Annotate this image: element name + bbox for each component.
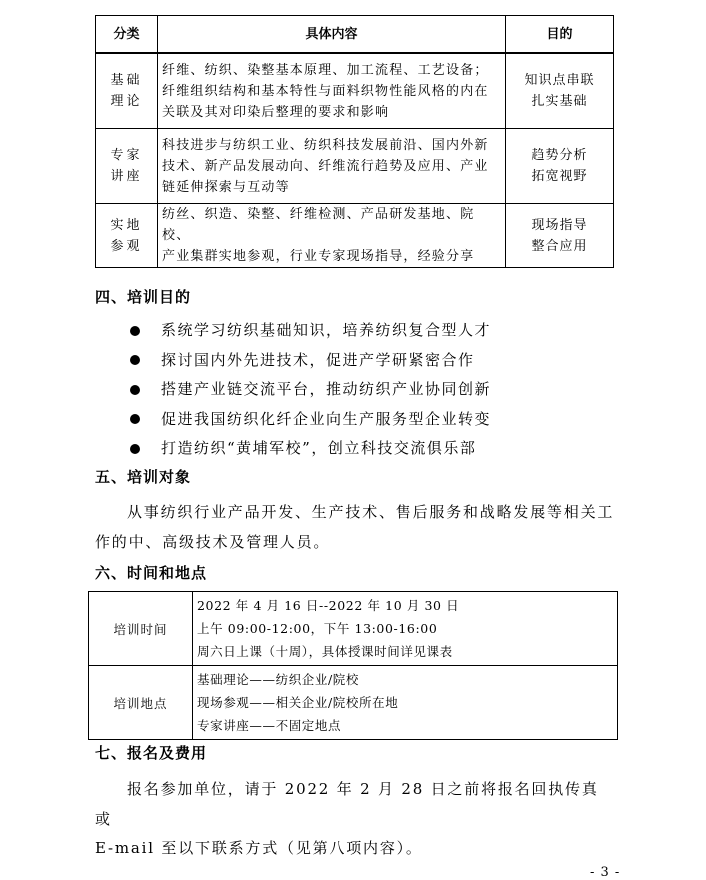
table-row xyxy=(96,129,614,204)
bullet-icon xyxy=(130,414,140,424)
registration-paragraph: 报名参加单位，请于 2022 年 2 月 28 日之前将报名回执传真或 E-mail 至以下联系方式（见第八项内容）。 xyxy=(95,780,599,857)
bullet-icon xyxy=(130,444,140,454)
table-header-row xyxy=(96,16,614,54)
list-item: 探讨国内外先进技术，促进产学研紧密合作 xyxy=(130,346,491,376)
list-item: 打造纺织“黄埔军校”，创立科技交流俱乐部 xyxy=(130,434,491,464)
time-label: 培训时间 xyxy=(89,592,193,666)
section-heading-purpose: 四、培训目的 xyxy=(95,288,192,306)
row-purpose: 趋势分析 拓宽视野 xyxy=(506,129,614,204)
page-number: - 3 - xyxy=(590,865,621,880)
row-content: 纺丝、织造、染整、纤维检测、产品研发基地、院校、 产业集群实地参观，行业专家现场指导，经验分享 xyxy=(158,204,506,268)
table-row xyxy=(89,666,618,740)
row-category: 专家 讲座 xyxy=(96,129,158,204)
section-heading-registration: 七、报名及费用 xyxy=(95,744,208,762)
list-item: 系统学习纺织基础知识，培养纺织复合型人才 xyxy=(130,316,491,346)
row-purpose: 现场指导 整合应用 xyxy=(506,204,614,268)
training-content-table xyxy=(95,15,614,268)
header-purpose: 目的 xyxy=(506,16,614,54)
row-purpose: 知识点串联 扎实基础 xyxy=(506,53,614,129)
row-category: 实地 参观 xyxy=(96,204,158,268)
time-value: 2022 年 4 月 16 日--2022 年 10 月 30 日 上午 09:00-12:00，下午 13:00-16:00 周六日上课（十周），具体授课时间详见课表 xyxy=(193,592,618,666)
table-row xyxy=(89,592,618,666)
purpose-bullet-list xyxy=(130,316,491,464)
place-value: 基础理论——纺织企业/院校 现场参观——相关企业/院校所在地 专家讲座——不固定地点 xyxy=(193,666,618,740)
header-content: 具体内容 xyxy=(158,16,506,54)
bullet-icon xyxy=(130,385,140,395)
row-content: 纤维、纺织、染整基本原理、加工流程、工艺设备； 纤维组织结构和基本特性与面料织物性能风格的内在 关联及其对印染后整理的要求和影响 xyxy=(158,53,506,129)
table-row xyxy=(96,53,614,129)
header-category: 分类 xyxy=(96,16,158,54)
audience-paragraph: 从事纺织行业产品开发、生产技术、售后服务和战略发展等相关工 作的中、高级技术及管理人员。 xyxy=(95,503,615,551)
place-label: 培训地点 xyxy=(89,666,193,740)
list-item: 促进我国纺织化纤企业向生产服务型企业转变 xyxy=(130,405,491,435)
row-category: 基础 理论 xyxy=(96,53,158,129)
table-row xyxy=(96,204,614,268)
section-heading-audience: 五、培训对象 xyxy=(95,468,192,486)
time-place-table xyxy=(88,591,618,740)
row-content: 科技进步与纺织工业、纺织科技发展前沿、国内外新 技术、新产品发展动向、纤维流行趋势及应用、产业 链延伸探索与互动等 xyxy=(158,129,506,204)
bullet-icon xyxy=(130,326,140,336)
bullet-icon xyxy=(130,355,140,365)
section-heading-time-place: 六、时间和地点 xyxy=(95,564,208,582)
list-item: 搭建产业链交流平台，推动纺织产业协同创新 xyxy=(130,375,491,405)
